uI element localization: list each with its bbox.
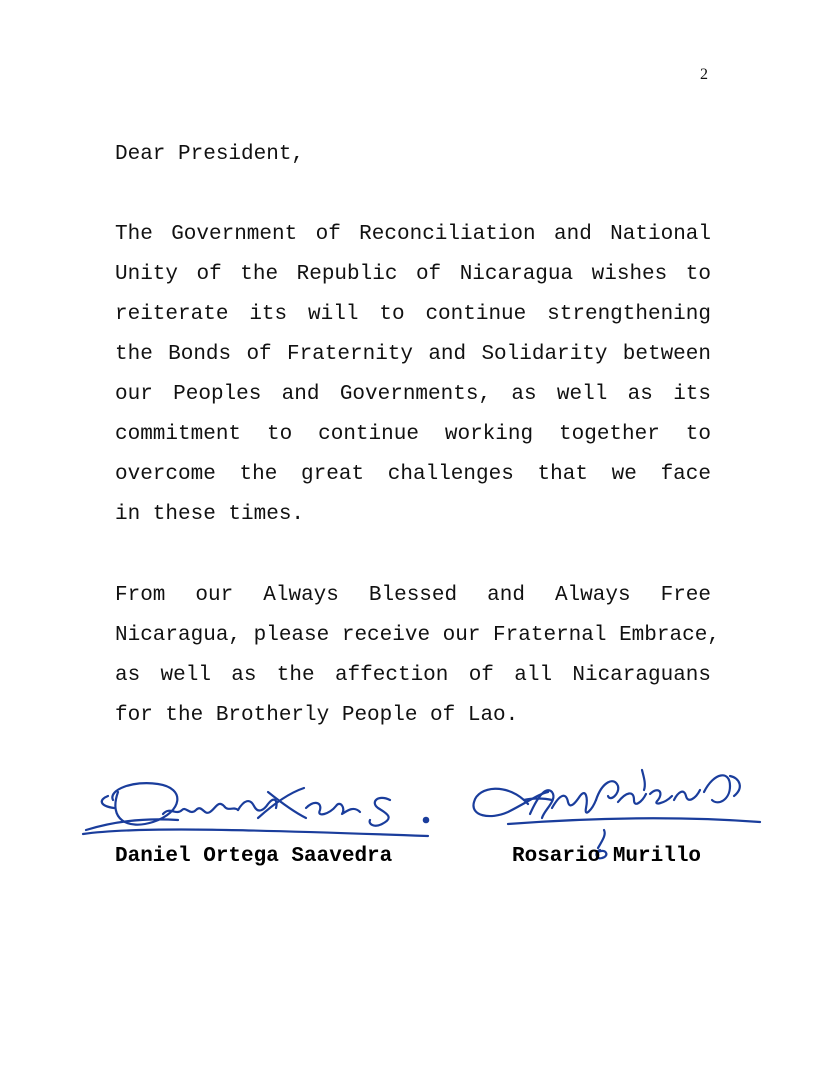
letter-salutation: Dear President, — [115, 143, 305, 166]
ortega-signature-image — [78, 770, 438, 850]
page-number: 2 — [700, 66, 708, 83]
paragraph-line: Unity of the Republic of Nicaragua wishes to — [115, 263, 711, 286]
paragraph-line: From our Always Blessed and Always Free — [115, 584, 711, 607]
paragraph-line: for the Brotherly People of Lao. — [115, 704, 519, 727]
paragraph-line: reiterate its will to continue strengthening — [115, 303, 711, 326]
paragraph-line: in these times. — [115, 503, 305, 526]
signer-name-ortega: Daniel Ortega Saavedra — [115, 845, 393, 868]
paragraph-line: Nicaragua, please receive our Fraternal Embrace, — [115, 624, 720, 647]
signer-name-murillo: Rosario Murillo — [512, 845, 702, 868]
paragraph-line: commitment to continue working together to — [115, 423, 711, 446]
paragraph-line: the Bonds of Fraternity and Solidarity between — [115, 343, 711, 366]
paragraph-line: The Government of Reconciliation and National — [115, 223, 711, 246]
paragraph-line: our Peoples and Governments, as well as its — [115, 383, 711, 406]
letter-paragraph-1 — [115, 221, 711, 541]
paragraph-line: as well as the affection of all Nicaraguans — [115, 664, 711, 687]
letter-paragraph-2 — [115, 582, 720, 742]
paragraph-line: overcome the great challenges that we face — [115, 463, 711, 486]
